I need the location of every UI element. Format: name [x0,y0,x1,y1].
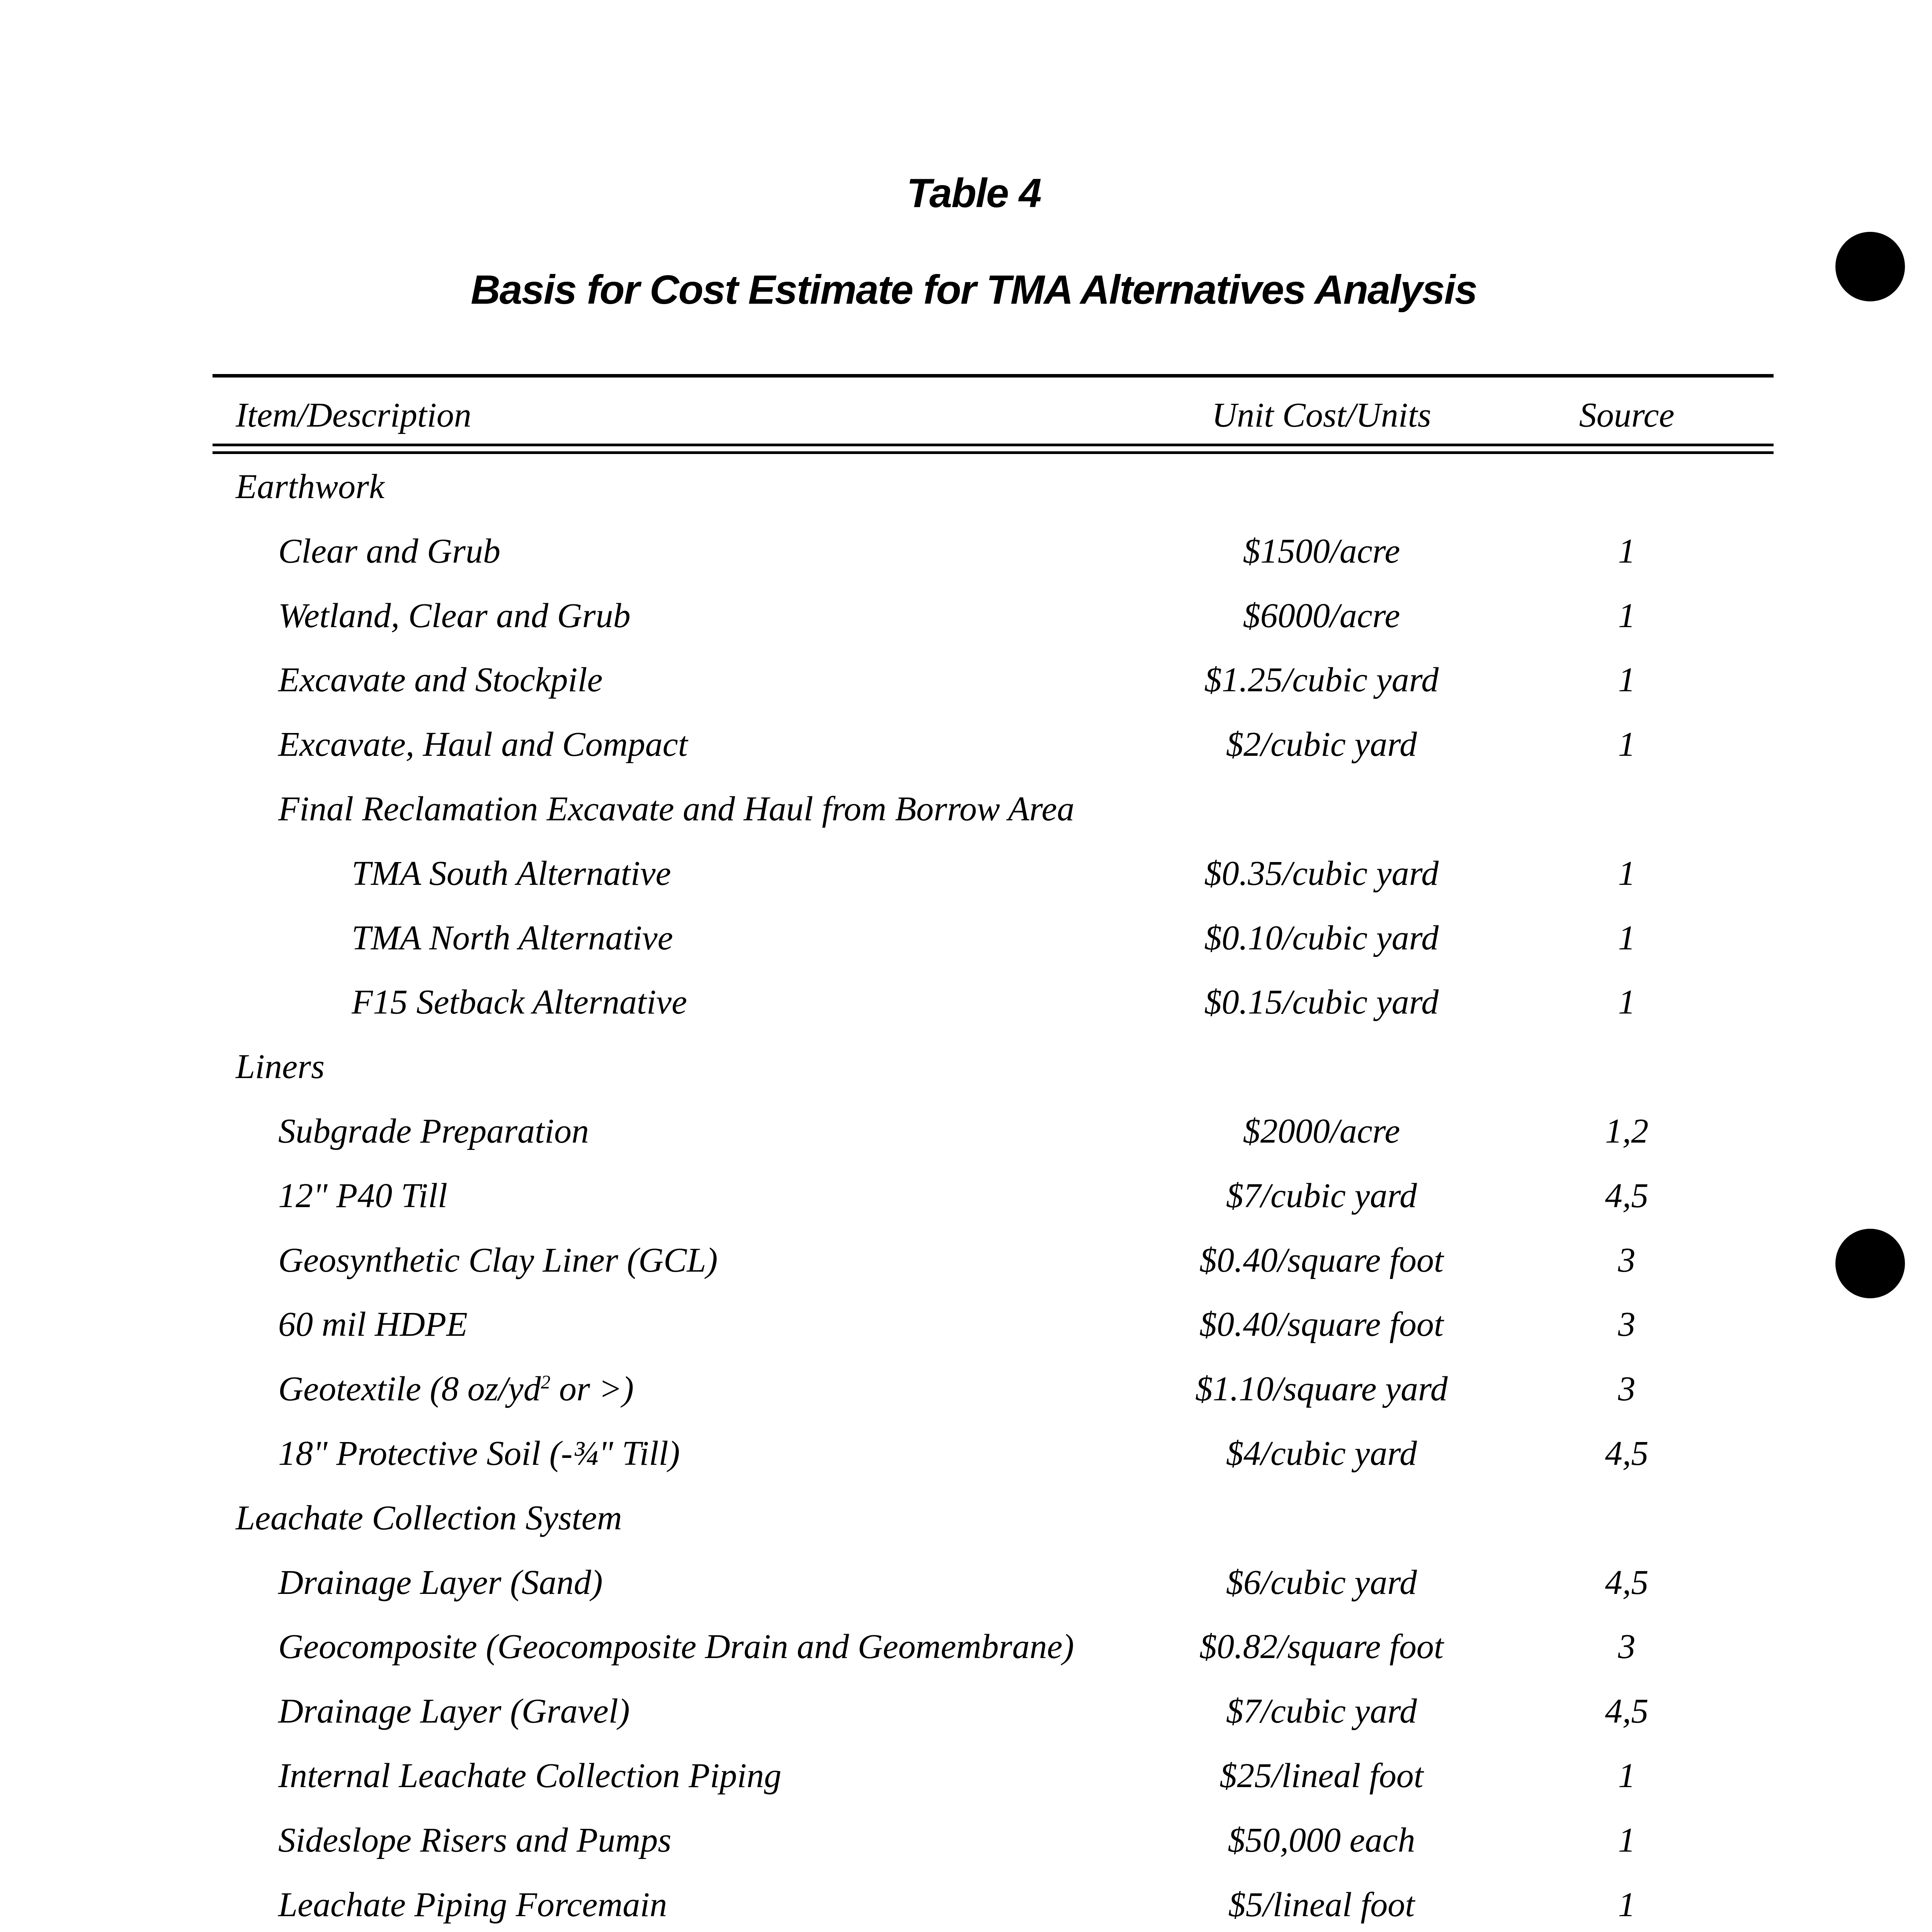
table-row-item [278,1432,680,1475]
source-text: 4,5 [1605,1177,1649,1215]
binder-hole-middle [1835,1229,1905,1298]
row-item-text: Leachate Collection System [236,1499,622,1537]
row-item-text: Drainage Layer (Gravel) [278,1692,630,1730]
row-item-text: Leachate Piping Forcemain [278,1886,667,1924]
row-item-text: Geosynthetic Clay Liner (GCL) [278,1241,718,1279]
row-item-text: Earthwork [236,468,385,506]
source-text: 3 [1618,1370,1636,1408]
unit-cost-text: $6/cubic yard [1226,1563,1417,1602]
row-item-text: Liners [236,1048,325,1086]
table-row-item [278,1690,630,1733]
table-row-item [352,917,673,959]
table-row-item [278,723,688,766]
binder-hole-top [1835,232,1905,301]
row-item-text: TMA North Alternative [352,919,673,957]
source-text: 1 [1618,532,1636,570]
table-row-item [278,1110,589,1153]
row-item-text: 60 mil HDPE [278,1305,468,1344]
table-row-item [278,1175,447,1217]
unit-cost-text: $1.25/cubic yard [1204,661,1439,699]
unit-cost-text: $7/cubic yard [1226,1692,1417,1730]
row-item-text: TMA South Alternative [352,854,671,893]
unit-cost-text: $2/cubic yard [1226,725,1417,764]
row-item-text: 18" Protective Soil (-¾" Till) [278,1434,680,1473]
unit-cost-text: $25/lineal foot [1219,1757,1423,1795]
table-row-item [278,530,500,573]
row-item-superscript: 2 [541,1371,551,1393]
table-row-item [278,1561,603,1604]
table-row-item [278,1303,468,1346]
table-row-item [278,1884,667,1926]
source-text: 3 [1618,1241,1636,1279]
unit-cost-text: $4/cubic yard [1226,1434,1417,1473]
source-text: 1 [1618,661,1636,699]
table-row-item [352,981,687,1024]
unit-cost-text: $0.15/cubic yard [1204,983,1439,1021]
source-text: 1 [1618,597,1636,635]
row-item-text: Final Reclamation Excavate and Haul from Borrow Area [278,790,1075,828]
unit-cost-text: $0.82/square foot [1199,1628,1444,1666]
table-top-rule [213,374,1774,378]
row-item-text: Internal Leachate Collection Piping [278,1757,782,1795]
table-row-item [278,1368,634,1410]
row-item-text: Subgrade Preparation [278,1112,589,1150]
row-item-text: Geotextile (8 oz/yd [278,1370,541,1408]
header-unit-cost-text: Unit Cost/Units [1212,396,1431,434]
row-item-text: 12" P40 Till [278,1177,447,1215]
header-source-text: Source [1579,396,1675,434]
source-text: 1 [1618,1886,1636,1924]
unit-cost-text: $50,000 each [1228,1821,1415,1859]
source-text: 3 [1618,1305,1636,1344]
source-text: 1 [1618,919,1636,957]
section-heading [236,1046,325,1088]
source-text: 1 [1618,725,1636,764]
table-subtitle: Basis for Cost Estimate for TMA Alternatives Analysis [471,267,1477,313]
table-row-item [278,659,603,701]
row-item-text: Geocomposite (Geocomposite Drain and Geomembrane) [278,1628,1074,1666]
source-text: 4,5 [1605,1692,1649,1730]
row-item-text: Sideslope Risers and Pumps [278,1821,672,1859]
header-rule-lower [213,451,1774,454]
row-item-text: Wetland, Clear and Grub [278,597,631,635]
unit-cost-text: $0.40/square foot [1199,1241,1444,1279]
row-item-text: Drainage Layer (Sand) [278,1563,603,1602]
table-row-item [278,1755,781,1797]
section-heading [236,1497,622,1539]
row-item-text-after: or >) [550,1370,634,1408]
unit-cost-text: $2000/acre [1243,1112,1400,1150]
source-text: 1 [1618,854,1636,893]
table-title: Table 4 [906,170,1041,216]
table-row-item [278,1239,718,1282]
source-text: 3 [1618,1628,1636,1666]
row-item-text: Excavate, Haul and Compact [278,725,688,764]
row-item-text: F15 Setback Alternative [352,983,687,1021]
unit-cost-text: $1500/acre [1243,532,1400,570]
unit-cost-text: $0.40/square foot [1199,1305,1444,1344]
table-row-item [278,595,631,637]
unit-cost-text: $1.10/square yard [1195,1370,1448,1408]
source-text: 1 [1618,983,1636,1021]
source-text: 1 [1618,1821,1636,1859]
row-item-text: Clear and Grub [278,532,501,570]
source-text: 1,2 [1605,1112,1649,1150]
section-heading [236,466,384,508]
table-row-item [278,1626,1074,1668]
unit-cost-text: $6000/acre [1243,597,1400,635]
unit-cost-text: $0.35/cubic yard [1204,854,1439,893]
unit-cost-text: $7/cubic yard [1226,1177,1417,1215]
unit-cost-text: $5/lineal foot [1228,1886,1415,1924]
header-rule-upper [213,444,1774,446]
unit-cost-text: $0.10/cubic yard [1204,919,1439,957]
source-text: 4,5 [1605,1434,1649,1473]
source-text: 4,5 [1605,1563,1649,1602]
source-text: 1 [1618,1757,1636,1795]
table-row-item [352,852,671,895]
table-row-item [278,788,1075,830]
row-item-text: Excavate and Stockpile [278,661,603,699]
header-item: Item/Description [236,396,471,434]
table-row-item [278,1819,671,1862]
